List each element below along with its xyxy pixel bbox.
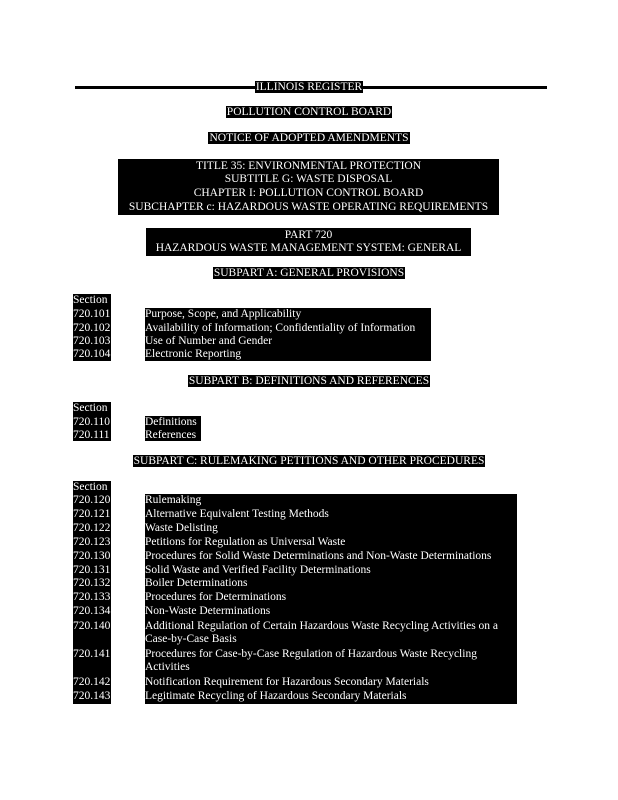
section-number: 720.122 (73, 522, 111, 534)
section-title: Non-Waste Determinations (145, 605, 271, 617)
subchapter-line: SUBCHAPTER c: HAZARDOUS WASTE OPERATING REQUIREMENTS (128, 201, 489, 213)
section-title-continuation: Case-by-Case Basis (145, 633, 237, 645)
subtitle-line: SUBTITLE G: WASTE DISPOSAL (224, 173, 393, 185)
section-number: 720.142 (73, 676, 111, 688)
subpart-a-heading: SUBPART A: GENERAL PROVISIONS (213, 267, 405, 279)
section-title: Definitions (145, 416, 197, 428)
section-number: 720.134 (73, 605, 111, 617)
chapter-line: CHAPTER I: POLLUTION CONTROL BOARD (193, 187, 424, 199)
title-line: TITLE 35: ENVIRONMENTAL PROTECTION (195, 160, 422, 172)
section-number: 720.104 (73, 348, 111, 360)
section-number: 720.101 (73, 308, 111, 320)
section-number: 720.110 (73, 416, 110, 428)
section-title: Use of Number and Gender (145, 335, 273, 347)
section-number: 720.132 (73, 577, 111, 589)
section-number: 720.141 (73, 648, 111, 660)
subpart-c-heading: SUBPART C: RULEMAKING PETITIONS AND OTHER PROCEDURES (133, 455, 485, 467)
section-title: Availability of Information; Confidentiality of Information (145, 322, 416, 334)
section-title: Rulemaking (145, 494, 202, 506)
section-label: Section (73, 402, 108, 414)
section-title: Solid Waste and Verified Facility Determinations (145, 564, 371, 576)
section-number: 720.120 (73, 494, 111, 506)
part-number: PART 720 (284, 229, 333, 241)
section-number: 720.130 (73, 550, 111, 562)
section-title: Procedures for Case-by-Case Regulation of Hazardous Waste Recycling (145, 648, 477, 660)
section-title: Electronic Reporting (145, 348, 242, 360)
notice-heading: NOTICE OF ADOPTED AMENDMENTS (209, 132, 409, 144)
section-title: Petitions for Regulation as Universal Waste (145, 536, 346, 548)
section-number: 720.143 (73, 690, 111, 702)
section-title: Purpose, Scope, and Applicability (145, 308, 302, 320)
section-number: 720.133 (73, 591, 111, 603)
section-title: Legitimate Recycling of Hazardous Secondary Materials (145, 690, 407, 702)
section-number: 720.103 (73, 335, 111, 347)
board-heading: POLLUTION CONTROL BOARD (226, 106, 392, 118)
section-title: References (145, 429, 197, 441)
section-number: 720.131 (73, 564, 111, 576)
section-title: Procedures for Solid Waste Determinations and Non-Waste Determinations (145, 550, 492, 562)
section-label: Section (73, 481, 108, 493)
section-number: 720.121 (73, 508, 111, 520)
section-title: Additional Regulation of Certain Hazardous Waste Recycling Activities on a (145, 620, 499, 632)
section-number: 720.123 (73, 536, 111, 548)
section-number: 720.140 (73, 620, 111, 632)
part-name: HAZARDOUS WASTE MANAGEMENT SYSTEM: GENERAL (155, 242, 462, 254)
subpart-b-heading: SUBPART B: DEFINITIONS AND REFERENCES (188, 375, 430, 387)
section-title: Procedures for Determinations (145, 591, 287, 603)
section-title: Notification Requirement for Hazardous Secondary Materials (145, 676, 429, 688)
section-title: Alternative Equivalent Testing Methods (145, 508, 329, 520)
section-label: Section (73, 294, 108, 306)
register-heading: ILLINOIS REGISTER (255, 81, 363, 93)
section-number: 720.111 (73, 429, 110, 441)
section-title: Boiler Determinations (145, 577, 248, 589)
section-number: 720.102 (73, 322, 111, 334)
section-title: Waste Delisting (145, 522, 218, 534)
section-title-continuation: Activities (145, 661, 190, 673)
